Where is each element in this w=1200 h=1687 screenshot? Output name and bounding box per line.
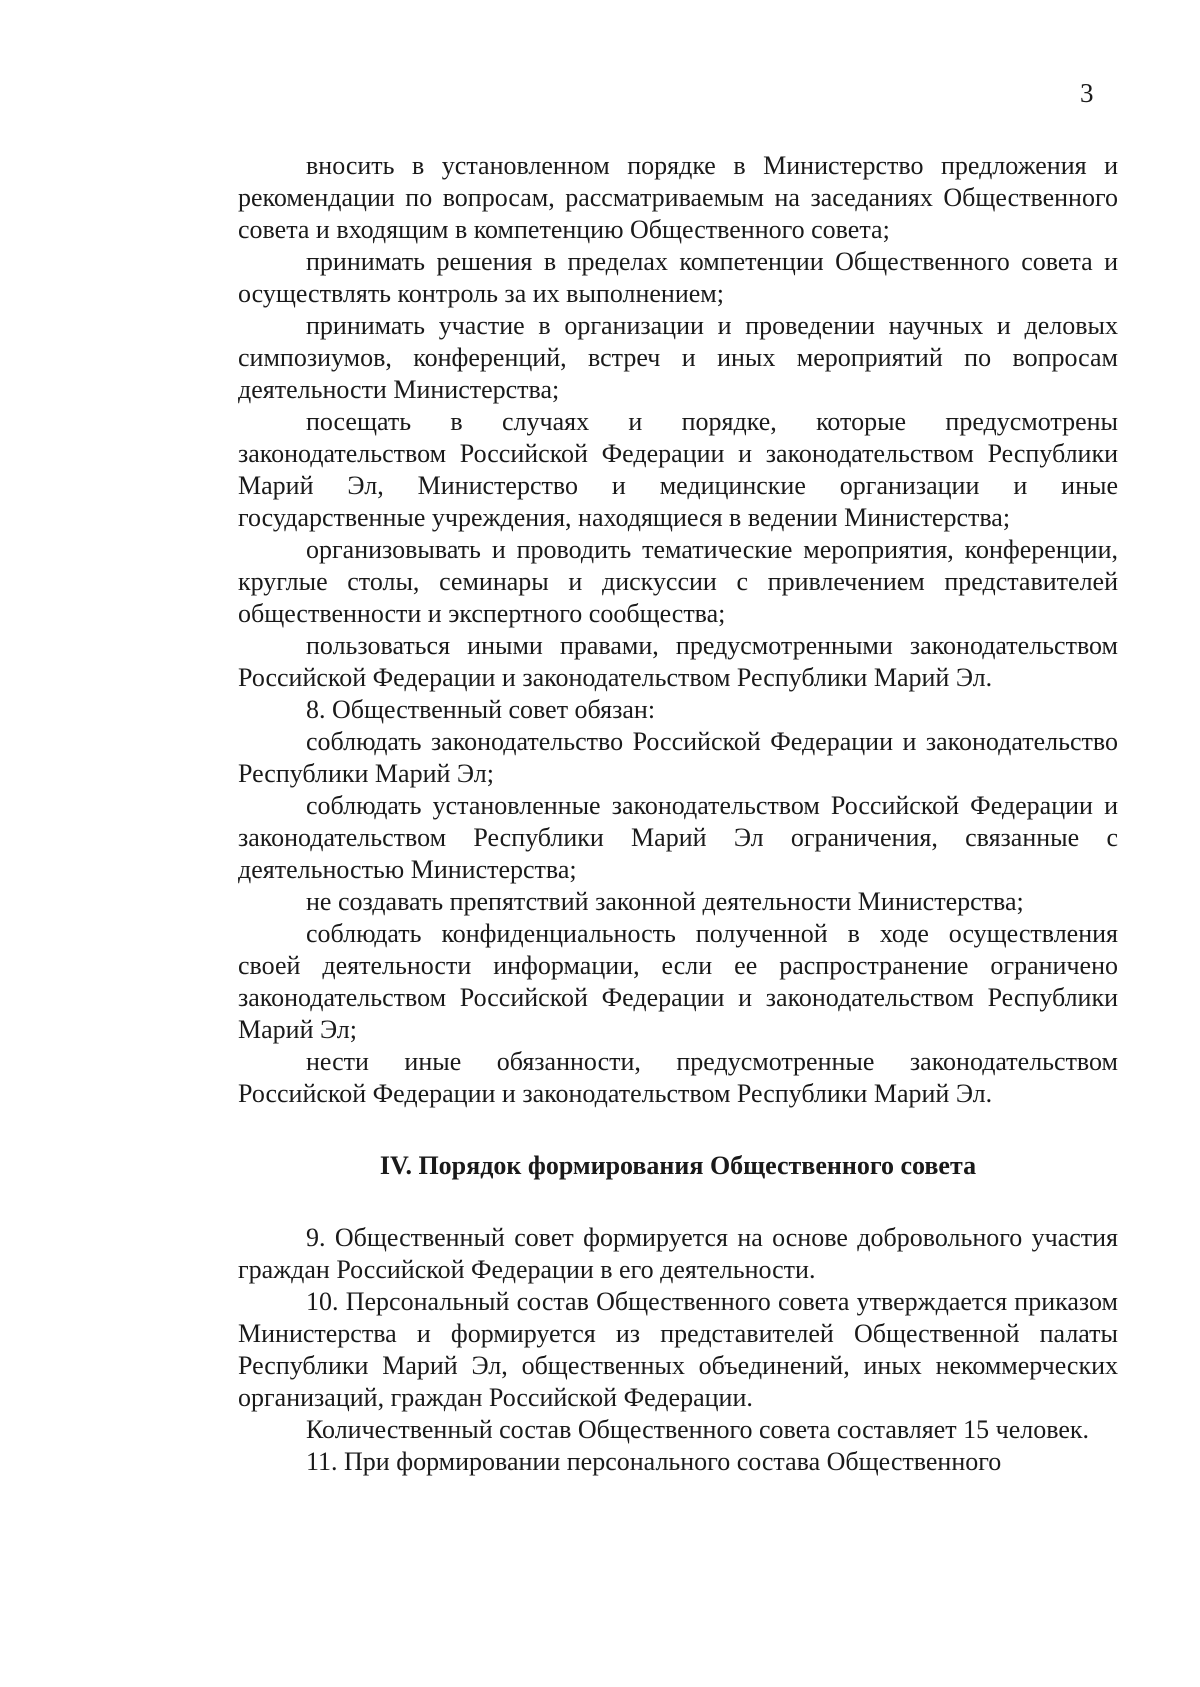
paragraph: 8. Общественный совет обязан: [306,695,656,724]
paragraph: Количественный состав Общественного совета составляет 15 человек. [306,1415,1090,1444]
page-number: 3 [1080,78,1094,108]
paragraph: посещать в случаях и порядке, которые предусмотрены законодательством Российской Федерации и законодательством Республики Марий Эл, Министерство и медицинские организации и иные государственные учреждения, находящиеся в ведении Министерства; [238,407,1118,532]
paragraph: соблюдать установленные законодательством Российской Федерации и законодательством Республики Марий Эл ограничения, связанные с деятельностью Министерства; [238,791,1118,884]
paragraph: пользоваться иными правами, предусмотренными законодательством Российской Федерации и законодательством Республики Марий Эл. [238,631,1118,692]
paragraph: 11. При формировании персонального состава Общественного [306,1447,1002,1476]
paragraph: соблюдать конфиденциальность полученной в ходе осуществления своей деятельности информации, если ее распространение ограничено законодательством Российской Федерации и законодательством Республики Марий Эл; [238,919,1118,1044]
paragraph: принимать решения в пределах компетенции Общественного совета и осуществлять контроль за их выполнением; [238,247,1118,308]
paragraph: не создавать препятствий законной деятельности Министерства; [306,887,1024,916]
paragraph: вносить в установленном порядке в Министерство предложения и рекомендации по вопросам, рассматриваемым на заседаниях Общественного совета и входящим в компетенцию Общественного совета; [238,151,1118,244]
paragraph: принимать участие в организации и проведении научных и деловых симпозиумов, конференций, встреч и иных мероприятий по вопросам деятельности Министерства; [238,311,1118,404]
paragraph: 9. Общественный совет формируется на основе добровольного участия граждан Российской Федерации в его деятельности. [238,1223,1118,1284]
paragraph: нести иные обязанности, предусмотренные законодательством Российской Федерации и законодательством Республики Марий Эл. [238,1047,1118,1108]
paragraph: соблюдать законодательство Российской Федерации и законодательство Республики Марий Эл; [238,727,1118,788]
document-body [238,150,1118,1478]
section-heading: IV. Порядок формирования Общественного совета [379,1151,977,1180]
paragraph: организовывать и проводить тематические мероприятия, конференции, круглые столы, семинары и дискуссии с привлечением представителей общественности и экспертного сообщества; [238,535,1118,628]
paragraph: 10. Персональный состав Общественного совета утверждается приказом Министерства и формируется из представителей Общественной палаты Республики Марий Эл, общественных объединений, иных некоммерческих организаций, граждан Российской Федерации. [238,1287,1118,1412]
